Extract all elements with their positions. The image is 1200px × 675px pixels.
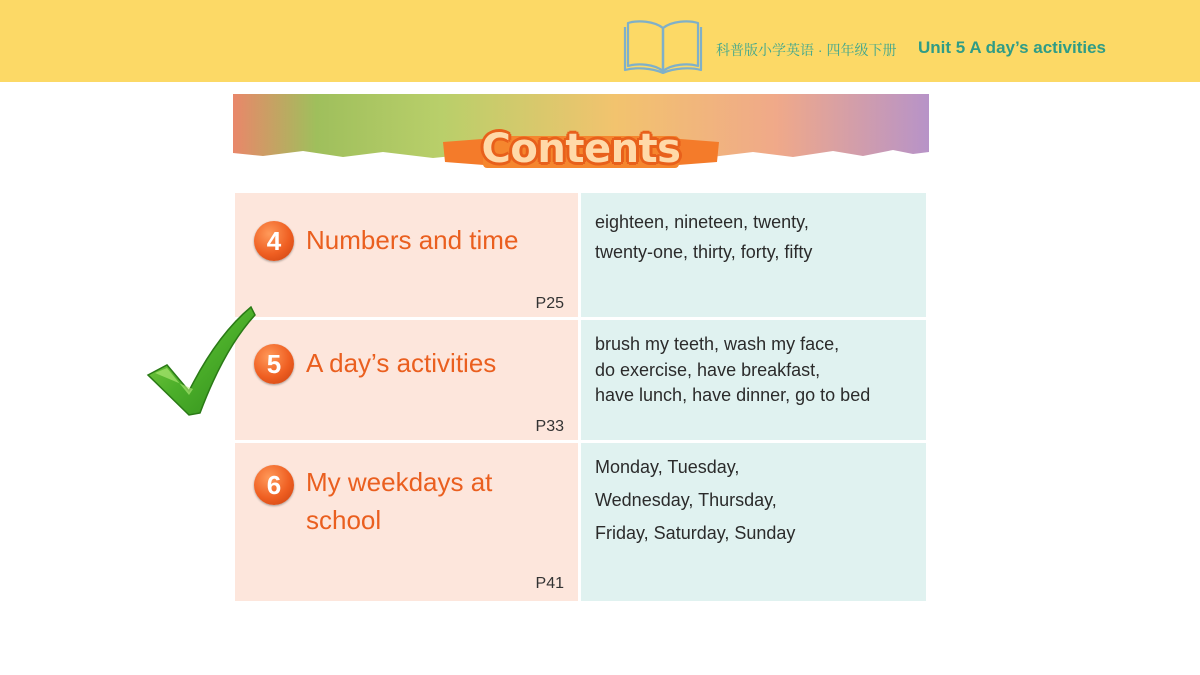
unit-cell <box>235 320 578 440</box>
vocab-cell <box>581 193 926 317</box>
checkmark-icon <box>145 305 257 417</box>
unit-name: Numbers and time <box>306 225 519 255</box>
unit-number-badge: 4 <box>254 221 294 261</box>
open-book-icon <box>622 16 704 74</box>
vocab-line: Wednesday, Thursday, <box>595 490 777 510</box>
vocab-cell <box>581 320 926 440</box>
unit-name: A day’s activities <box>306 348 497 378</box>
page-reference: P25 <box>535 295 564 312</box>
vocab-line: Monday, Tuesday, <box>595 457 740 477</box>
vocab-list <box>595 332 912 409</box>
contents-title: Contents <box>481 126 681 172</box>
unit-row-6[interactable] <box>235 443 926 601</box>
vocab-line: have lunch, have dinner, go to bed <box>595 385 871 405</box>
vocab-list <box>595 451 912 550</box>
contents-table <box>235 193 926 604</box>
vocab-line: twenty-one, thirty, forty, fifty <box>595 242 813 262</box>
vocab-cell <box>581 443 926 601</box>
unit-number-badge: 6 <box>254 465 294 505</box>
unit-number-badge: 5 <box>254 344 294 384</box>
page-reference: P41 <box>535 575 564 592</box>
vocab-line: do exercise, have breakfast, <box>595 359 821 380</box>
page-reference: P33 <box>535 418 564 435</box>
unit-cell <box>235 443 578 601</box>
unit-name: My weekdays at school <box>306 467 493 535</box>
unit-title: Unit 5 A day’s activities <box>918 38 1107 57</box>
course-subtitle: 科普版小学英语 · 四年级下册 <box>716 42 897 58</box>
vocab-line: Friday, Saturday, Sunday <box>595 523 796 543</box>
unit-row-5[interactable] <box>235 320 926 440</box>
vocab-line: eighteen, nineteen, twenty, <box>595 212 809 232</box>
vocab-list <box>595 207 912 267</box>
vocab-line: brush my teeth, wash my face, <box>595 334 840 354</box>
unit-cell <box>235 193 578 317</box>
header-bar <box>0 0 1200 82</box>
unit-row-4[interactable] <box>235 193 926 317</box>
